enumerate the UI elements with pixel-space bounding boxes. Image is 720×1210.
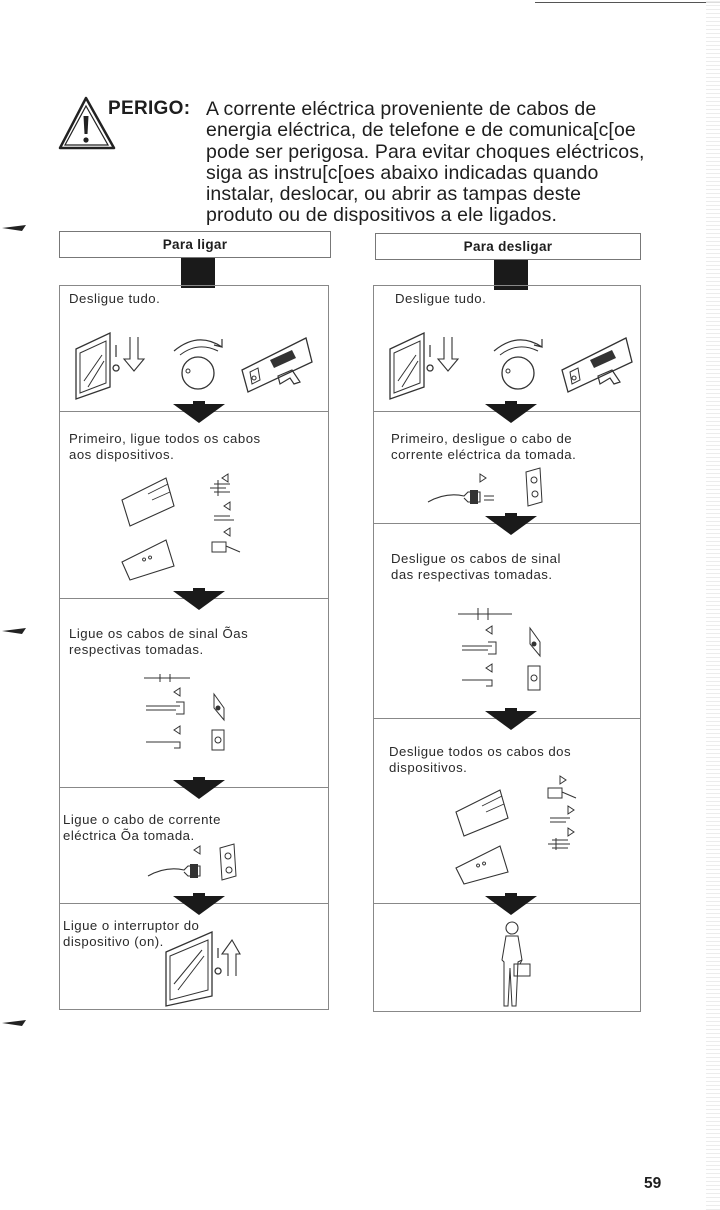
margin-mark: [2, 225, 26, 231]
switch-off-icon: [68, 325, 148, 405]
connect-step-2-text: Primeiro, ligue todos os cabos aos dispositivos.: [69, 431, 261, 462]
power-cable-unplug-icon: [424, 468, 554, 514]
danger-text-line: siga as instru[c[oes abaixo indicadas quando: [206, 161, 599, 184]
disconnect-step-4-text: Desligue todos os cabos dos dispositivos.: [389, 744, 572, 775]
danger-text: [206, 99, 686, 227]
signal-cables-unplug-icon: [456, 604, 556, 694]
page-number: 59: [644, 1175, 662, 1192]
margin-mark: [2, 628, 26, 634]
disconnect-step-2-text: Primeiro, desligue o cabo de corrente eléctrica da tomada.: [391, 431, 577, 462]
connect-step-3-text: Ligue os cabos de sinal Õas respectivas tomadas.: [69, 626, 249, 657]
power-cable-plug-icon: [144, 840, 244, 885]
devices-cables-unplug-icon: [452, 774, 622, 884]
step-start-block: [181, 258, 215, 288]
connect-step-1-text: Desligue tudo.: [69, 291, 161, 306]
switch-off-icon: [382, 325, 462, 405]
danger-text-line: produto ou de dispositivos a ele ligados.: [206, 204, 557, 227]
scan-edge: [706, 0, 720, 1210]
down-arrow-icon: [173, 401, 225, 423]
device-switch-off-icon: [240, 332, 320, 397]
connect-step-4-text: Ligue o cabo de corrente eléctrica Õa tomada.: [63, 812, 221, 843]
top-rule: [535, 2, 720, 3]
switch-on-icon: [160, 924, 240, 1009]
danger-text-line: pode ser perigosa. Para evitar choques eléctricos,: [206, 140, 645, 163]
disconnect-header: Para desligar: [375, 233, 641, 260]
connect-step-5-text: Ligue o interruptor do dispositivo (on).: [63, 918, 200, 949]
disconnect-step-3-text: Desligue os cabos de sinal das respectivas tomadas.: [391, 551, 561, 582]
down-arrow-icon: [173, 588, 225, 610]
devices-cables-icon: [118, 466, 258, 581]
person-walking-icon: [494, 920, 534, 1008]
dial-off-icon: [490, 333, 550, 393]
down-arrow-icon: [485, 401, 537, 423]
down-arrow-icon: [485, 513, 537, 535]
down-arrow-icon: [173, 893, 225, 915]
danger-label: PERIGO:: [108, 98, 191, 119]
signal-cables-icon: [140, 668, 240, 753]
danger-text-line: energia eléctrica, de telefone e de comunica[c[oe: [206, 119, 636, 142]
disconnect-step-1-text: Desligue tudo.: [395, 291, 487, 306]
device-switch-off-icon: [560, 332, 640, 397]
danger-text-line: A corrente eléctrica proveniente de cabos de: [206, 98, 597, 120]
danger-text-line: instalar, deslocar, ou abrir as tampas deste: [206, 183, 582, 206]
margin-mark: [2, 1020, 26, 1026]
down-arrow-icon: [485, 708, 537, 730]
dial-off-icon: [170, 333, 230, 393]
down-arrow-icon: [485, 893, 537, 915]
connect-header: Para ligar: [59, 231, 331, 258]
down-arrow-icon: [173, 777, 225, 799]
